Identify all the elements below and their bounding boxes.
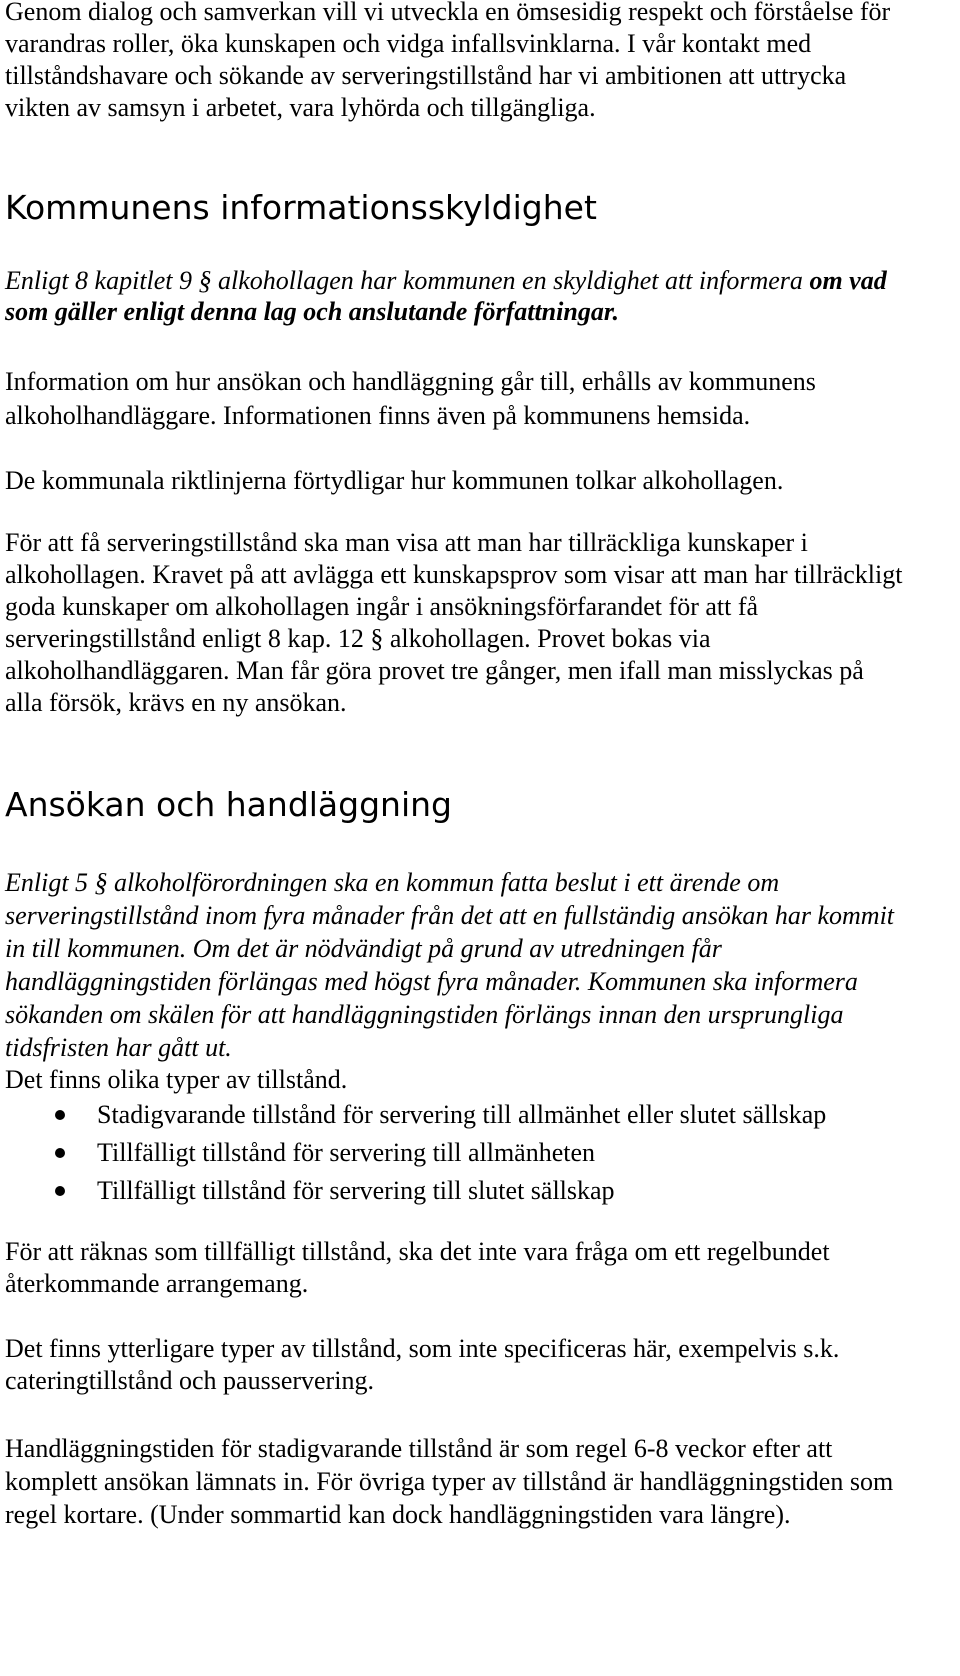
bullet-icon	[55, 1110, 65, 1120]
section-heading-application: Ansökan och handläggning	[5, 785, 452, 824]
list-item	[5, 1096, 955, 1134]
permit-types-intro: Det finns olika typer av tillstånd.	[5, 1065, 348, 1094]
law-reference-text: Enligt 8 kapitlet 9 § alkohollagen har kommunen en skyldighet att informera	[5, 266, 803, 295]
processing-time-paragraph: Handläggningstiden för stadigvarande tillstånd är som regel 6-8 veckor efter att komplett ansökan lämnats in. För övriga typer av tillstånd är handläggningstiden som regel kortare. (Under sommartid kan dock handläggningstiden vara längre).	[5, 1434, 894, 1529]
intro-paragraph: Genom dialog och samverkan vill vi utveckla en ömsesidig respekt och förståelse för varandras roller, öka kunskapen och vidga infallsvinklarna. I vår kontakt med tillståndshavare och sökande av serveringstillstånd har vi ambitionen att uttrycka vikten av samsyn i arbetet, vara lyhörda och tillgängliga.	[5, 0, 891, 122]
knowledge-test-paragraph: För att få serveringstillstånd ska man visa att man har tillräckliga kunskaper i alkohollagen. Kravet på att avlägga ett kunskapsprov som visar att man har tillräckligt goda kunskaper om alkohollagen ingår i ansökningsförfarandet för att få serveringstillstånd enligt 8 kap. 12 § alkohollagen. Provet bokas via alkoholhandläggaren. Man får göra provet tre gånger, men ifall man misslyckas på alla försök, krävs en ny ansökan.	[5, 528, 903, 717]
guidelines-paragraph: De kommunala riktlinjerna förtydligar hur kommunen tolkar alkohollagen.	[5, 466, 784, 495]
bullet-icon	[55, 1186, 65, 1196]
ordinance-paragraph: Enligt 5 § alkoholförordningen ska en kommun fatta beslut i ett ärende om serveringstillstånd inom fyra månader från det att en fullständig ansökan har kommit in till kommunen. Om det är nödvändigt på grund av utredningen får handläggningstiden förlängas med högst fyra månader. Kommunen ska informera sökanden om skälen för att handläggningstiden förlängs innan den ursprungliga tidsfristen har gått ut.	[5, 868, 895, 1062]
list-item	[5, 1172, 955, 1210]
law-reference-emphasis: om vad som gäller enligt denna lag och anslutande författningar.	[5, 266, 887, 326]
information-paragraph: Information om hur ansökan och handläggning går till, erhålls av kommunens alkoholhandläggare. Informationen finns även på kommunens hemsida.	[5, 367, 816, 430]
list-item-text: Tillfälligt tillstånd för servering till allmänheten	[97, 1138, 596, 1167]
permit-types-list	[5, 1096, 955, 1210]
list-item-text: Stadigvarande tillstånd för servering till allmänhet eller slutet sällskap	[97, 1100, 827, 1129]
list-item	[5, 1134, 955, 1172]
bullet-icon	[55, 1148, 65, 1158]
law-reference-paragraph	[5, 265, 905, 327]
additional-permits-paragraph: Det finns ytterligare typer av tillstånd, som inte specificeras här, exempelvis s.k. cateringtillstånd och pausservering.	[5, 1334, 840, 1395]
list-item-text: Tillfälligt tillstånd för servering till slutet sällskap	[97, 1176, 615, 1205]
section-heading-information-duty: Kommunens informationsskyldighet	[5, 188, 597, 227]
temporary-permit-paragraph: För att räknas som tillfälligt tillstånd, ska det inte vara fråga om ett regelbundet återkommande arrangemang.	[5, 1237, 830, 1298]
